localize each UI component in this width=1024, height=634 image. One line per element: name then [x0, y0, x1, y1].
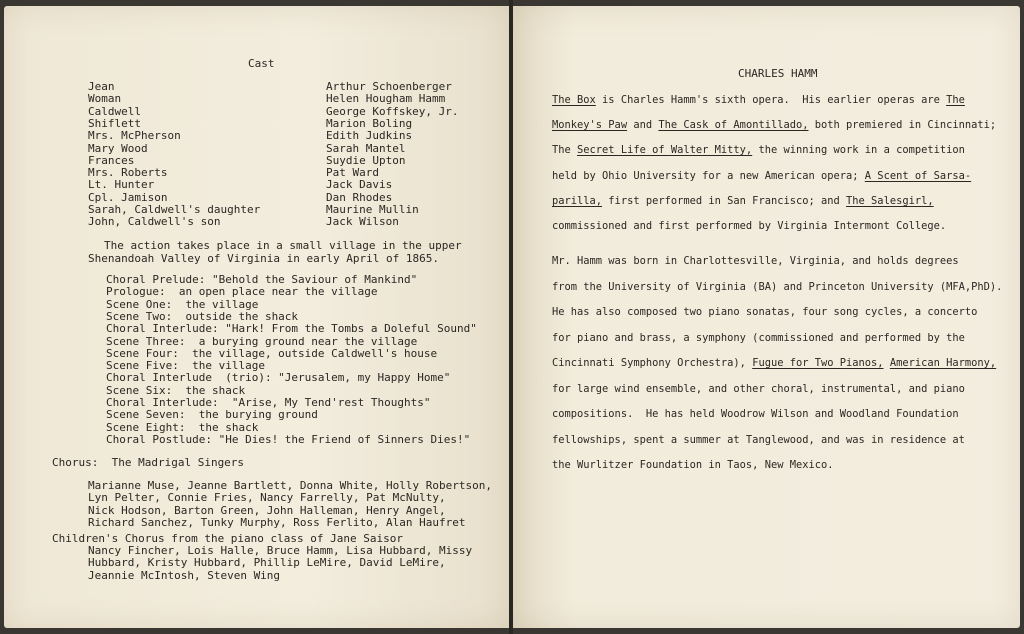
- scene-item: Scene Six: the shack: [106, 383, 246, 397]
- cast-actor: George Koffskey, Jr.: [326, 104, 459, 118]
- scene-item: Scene One: the village: [106, 297, 259, 311]
- text-segment: The: [552, 144, 578, 157]
- childrens-member-line: Nancy Fincher, Lois Halle, Bruce Hamm, Lisa Hubbard, Missy: [88, 544, 473, 557]
- cast-role: Jean: [88, 80, 115, 93]
- cast-role: Mrs. Roberts: [88, 166, 168, 180]
- cast-role: Sarah, Caldwell's daughter: [88, 203, 261, 216]
- scene-item: Scene Seven: the burying ground: [106, 408, 318, 422]
- composer-title: CHARLES HAMM: [738, 67, 818, 80]
- text-segment: He has also composed two piano sonatas, four song cycles, a concerto: [552, 306, 978, 318]
- bio-line: [552, 281, 1002, 293]
- work-title: The Box: [552, 94, 596, 106]
- chorus-member-line: Nick Hodson, Barton Green, John Halleman, Henry Angel,: [88, 503, 446, 517]
- cast-role: Frances: [88, 153, 135, 167]
- text-segment: held by Ohio University for a new American opera;: [552, 169, 865, 182]
- scene-item: Scene Four: the village, outside Caldwell's house: [106, 346, 438, 360]
- scene-item: Choral Interlude (trio): "Jerusalem, my Happy Home": [106, 371, 451, 385]
- cast-actor: Arthur Schoenberger: [326, 80, 452, 93]
- work-title: parilla,: [552, 194, 603, 207]
- scene-item: Prologue: an open place near the village: [106, 285, 378, 299]
- cast-actor: Sarah Mantel: [326, 141, 406, 155]
- work-title: A Scent of Sarsa-: [864, 169, 972, 182]
- scene-item: Choral Postlude: "He Dies! the Friend of Sinners Dies!": [106, 432, 471, 446]
- text-segment: is Charles Hamm's sixth opera. His earlier operas are: [595, 94, 947, 106]
- bio-line: [552, 195, 934, 207]
- bio-line: [552, 220, 946, 232]
- cast-actor: Jack Wilson: [326, 215, 399, 229]
- setting-line: The action takes place in a small village in the upper: [104, 239, 462, 252]
- cast-actor: Maurine Mullin: [326, 203, 419, 216]
- text-segment: compositions. He has held Woodrow Wilson and Woodland Foundation: [552, 408, 959, 420]
- work-title: Fugue for Two Pianos,: [752, 357, 884, 369]
- text-segment: Cincinnati Symphony Orchestra),: [552, 357, 753, 369]
- cast-actor: Jack Davis: [326, 178, 393, 192]
- text-segment: both premiered in Cincinnati;: [808, 119, 997, 132]
- childrens-member-line: Hubbard, Kristy Hubbard, Phillip LeMire, David LeMire,: [88, 556, 446, 570]
- text-segment: the winning work in a competition: [752, 144, 965, 157]
- bio-line: [552, 357, 996, 369]
- cast-role: Woman: [88, 92, 122, 106]
- work-title: Monkey's Paw: [552, 119, 628, 132]
- cast-role: Lt. Hunter: [88, 178, 155, 192]
- childrens-chorus-heading: Children's Chorus from the piano class of Jane Saisor: [52, 532, 403, 545]
- scene-item: Scene Eight: the shack: [106, 420, 259, 434]
- text-segment: fellowships, spent a summer at Tanglewood, and was in residence at: [552, 433, 965, 446]
- cast-actor: Pat Ward: [326, 166, 379, 180]
- bio-line: [552, 306, 977, 318]
- scene-item: Choral Prelude: "Behold the Saviour of Mankind": [106, 273, 418, 286]
- bio-line: [552, 144, 965, 156]
- work-title: American Harmony,: [889, 357, 997, 369]
- cast-actor: Edith Judkins: [326, 129, 413, 143]
- scene-item: Choral Interlude: "Hark! From the Tombs a Doleful Sound": [106, 322, 477, 336]
- chorus-member-line: Lyn Pelter, Connie Fries, Nancy Farrelly, Pat McNulty,: [88, 491, 446, 505]
- text-segment: commissioned and first performed by Virginia Intermont College.: [552, 220, 947, 232]
- work-title: The: [946, 94, 965, 106]
- text-segment: from the University of Virginia (BA) and Princeton University (MFA,PhD).: [552, 280, 1003, 293]
- cast-role: Cpl. Jamison: [88, 190, 168, 204]
- text-segment: first performed in San Francisco; and: [602, 194, 847, 207]
- text-segment: for piano and brass, a symphony (commissioned and performed by the: [552, 331, 965, 344]
- work-title: Secret Life of Walter Mitty,: [577, 144, 753, 157]
- bio-line: [552, 434, 965, 446]
- text-segment: for large wind ensemble, and other choral, instrumental, and piano: [552, 382, 965, 395]
- text-segment: Mr. Hamm was born in Charlottesville, Virginia, and holds degrees: [552, 255, 959, 267]
- cast-role: Mrs. McPherson: [88, 129, 181, 143]
- bio-line: [552, 255, 959, 267]
- chorus-member-line: Marianne Muse, Jeanne Bartlett, Donna White, Holly Robertson,: [88, 479, 492, 492]
- scene-item: Choral Interlude: "Arise, My Tend'rest Thoughts": [106, 396, 431, 409]
- childrens-member-line: Jeannie McIntosh, Steven Wing: [88, 568, 281, 582]
- bio-line: [552, 119, 996, 131]
- work-title: The Salesgirl,: [846, 194, 934, 207]
- cast-actor: Marion Boling: [326, 116, 413, 130]
- chorus-member-line: Richard Sanchez, Tunky Murphy, Ross Ferlito, Alan Haufret: [88, 515, 466, 529]
- bio-line: [552, 170, 971, 182]
- bio-line: [552, 332, 965, 344]
- cast-actor: Dan Rhodes: [326, 190, 393, 204]
- cast-role: Shiflett: [88, 116, 141, 130]
- cast-heading: Cast: [248, 57, 275, 70]
- chorus-heading: Chorus: The Madrigal Singers: [52, 456, 245, 469]
- cast-actor: Helen Hougham Hamm: [326, 92, 446, 106]
- bio-line: [552, 408, 959, 420]
- text-segment: the Wurlitzer Foundation in Taos, New Mexico.: [552, 459, 834, 471]
- cast-role: Mary Wood: [88, 141, 148, 155]
- scene-item: Scene Two: outside the shack: [106, 309, 299, 323]
- cast-role: Caldwell: [88, 104, 141, 118]
- bio-line: [552, 383, 965, 395]
- cast-actor: Suydie Upton: [326, 153, 406, 167]
- work-title: The Cask of Amontillado,: [658, 119, 809, 132]
- bio-line: [552, 459, 834, 471]
- scene-item: Scene Five: the village: [106, 359, 265, 373]
- cast-role: John, Caldwell's son: [88, 215, 221, 229]
- bio-line: [552, 94, 965, 106]
- setting-line: Shenandoah Valley of Virginia in early April of 1865.: [88, 251, 439, 265]
- text-segment: and: [627, 119, 659, 132]
- scene-item: Scene Three: a burying ground near the village: [106, 334, 418, 348]
